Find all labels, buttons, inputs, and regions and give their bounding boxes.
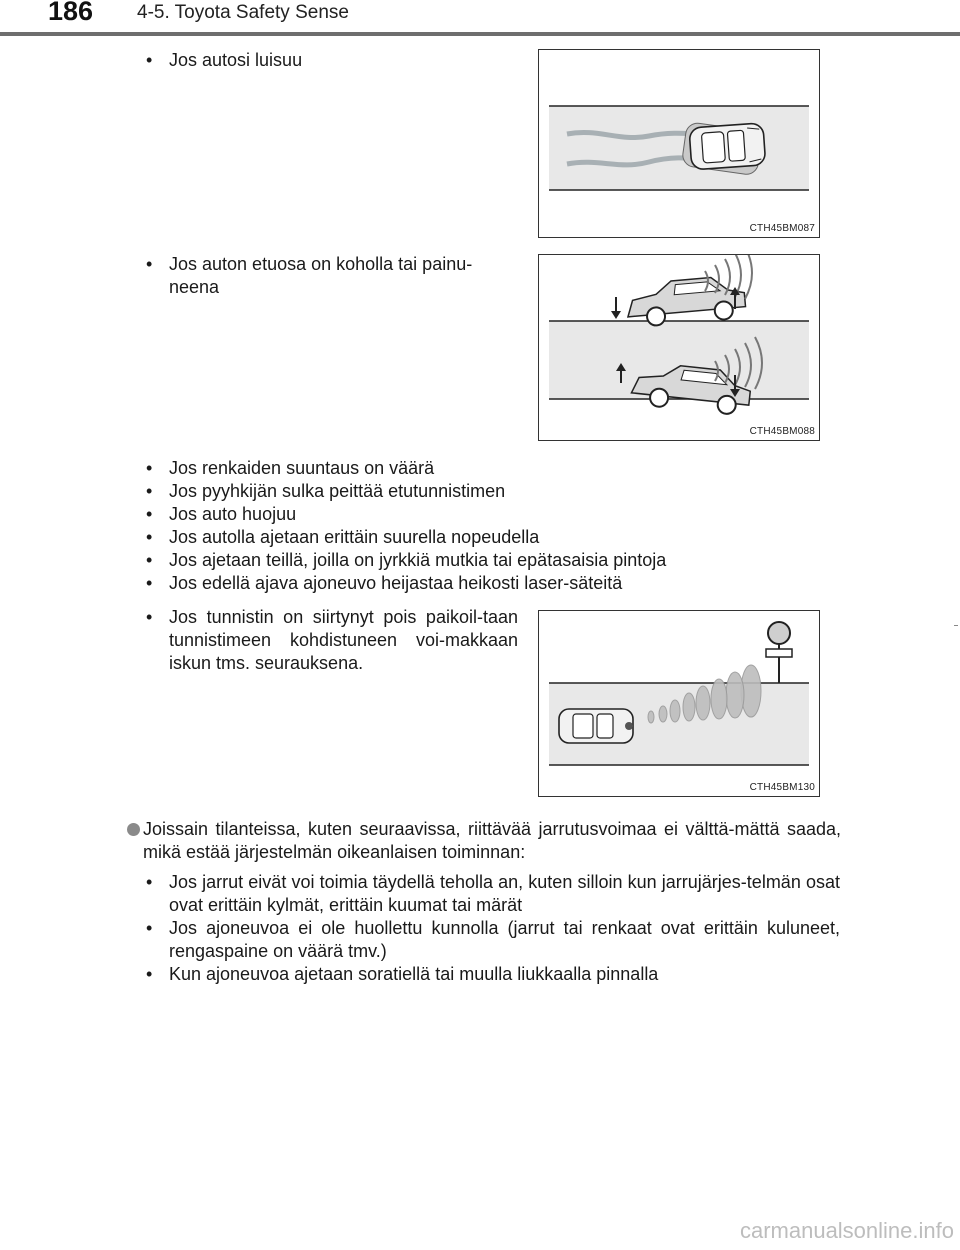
list-item-text: Jos ajetaan teillä, joilla on jyrkkiä mutkia tai epätasaisia pintoja [169, 550, 667, 570]
page-number: 186 [48, 0, 94, 26]
bullet-icon: • [146, 573, 153, 593]
list-item-text: Jos edellä ajava ajoneuvo heijastaa heikosti laser-säteitä [169, 573, 623, 593]
note-item [127, 818, 841, 864]
car-skidding-icon [539, 50, 819, 236]
bullet-icon: • [146, 458, 153, 478]
figure-code: CTH45BM087 [749, 223, 815, 234]
list-item [146, 917, 840, 963]
watermark: carmanualsonline.info [739, 1218, 954, 1243]
bullet-icon: • [146, 918, 153, 938]
list-item [146, 572, 846, 595]
list-item-text: Jos tunnistin on siirtynyt pois paikoil-taan tunnistimeen kohdistuneen voi-makkaan iskun tms. seurauksena. [169, 607, 518, 673]
list-item-text: neena [169, 277, 220, 297]
list-item [146, 606, 518, 675]
bullet-icon: • [146, 527, 153, 547]
list-item-text: Kun ajoneuvoa ajetaan soratiellä tai muulla liukkaalla pinnalla [169, 964, 659, 984]
list-item [146, 457, 846, 480]
bullet-icon: • [146, 550, 153, 570]
list-item [146, 253, 518, 299]
list-item [146, 480, 846, 503]
list-item-text: Jos renkaiden suuntaus on väärä [169, 458, 435, 478]
bullet-icon: • [146, 504, 153, 524]
bullet-icon: • [146, 964, 153, 984]
circle-bullet-icon [127, 823, 140, 836]
figure-car-tilted [538, 254, 820, 441]
bullet-icon: • [146, 607, 153, 627]
car-tilted-icon [539, 255, 819, 439]
header-rule [0, 32, 960, 36]
list-item-text: Jos ajoneuvoa ei ole huollettu kunnolla (jarrut tai renkaat ovat erittäin kuluneet, rengaspaine on väärä tmv.) [169, 918, 840, 961]
section-title: 4-5. Toyota Safety Sense [137, 2, 349, 23]
page-header [0, 0, 960, 40]
figure-sensor-misaligned [538, 610, 820, 797]
bullet-icon: • [146, 254, 153, 274]
list-item [146, 49, 516, 72]
list-item-text: Jos auton etuosa on koholla tai painu- [169, 254, 473, 274]
bullet-icon: • [146, 50, 153, 70]
note-item-text: Joissain tilanteissa, kuten seuraavissa, riittävää jarrutusvoimaa ei välttä-mättä saada, mikä estää järjestelmän oikeanlaisen toiminnan: [143, 819, 841, 862]
figure-code: CTH45BM130 [749, 782, 815, 793]
list-item-text: Jos auto huojuu [169, 504, 297, 524]
list-item-text: Jos autosi luisuu [169, 50, 303, 70]
list-item [146, 963, 840, 986]
list-item [146, 549, 846, 572]
figure-car-skidding [538, 49, 820, 238]
sensor-misaligned-icon [539, 611, 819, 795]
list-item-text: Jos pyyhkijän sulka peittää etutunnistimen [169, 481, 506, 501]
list-item [146, 871, 840, 917]
list-item-text: Jos autolla ajetaan erittäin suurella nopeudella [169, 527, 540, 547]
bullet-icon: • [146, 481, 153, 501]
list-item [146, 526, 846, 549]
bullet-icon: • [146, 872, 153, 892]
list-item [146, 503, 846, 526]
edge-mark [954, 625, 958, 626]
list-item-text: Jos jarrut eivät voi toimia täydellä teholla an, kuten silloin kun jarrujärjes-telmän osat ovat erittäin kylmät, erittäin kuumat tai märät [169, 872, 840, 915]
figure-code: CTH45BM088 [749, 426, 815, 437]
